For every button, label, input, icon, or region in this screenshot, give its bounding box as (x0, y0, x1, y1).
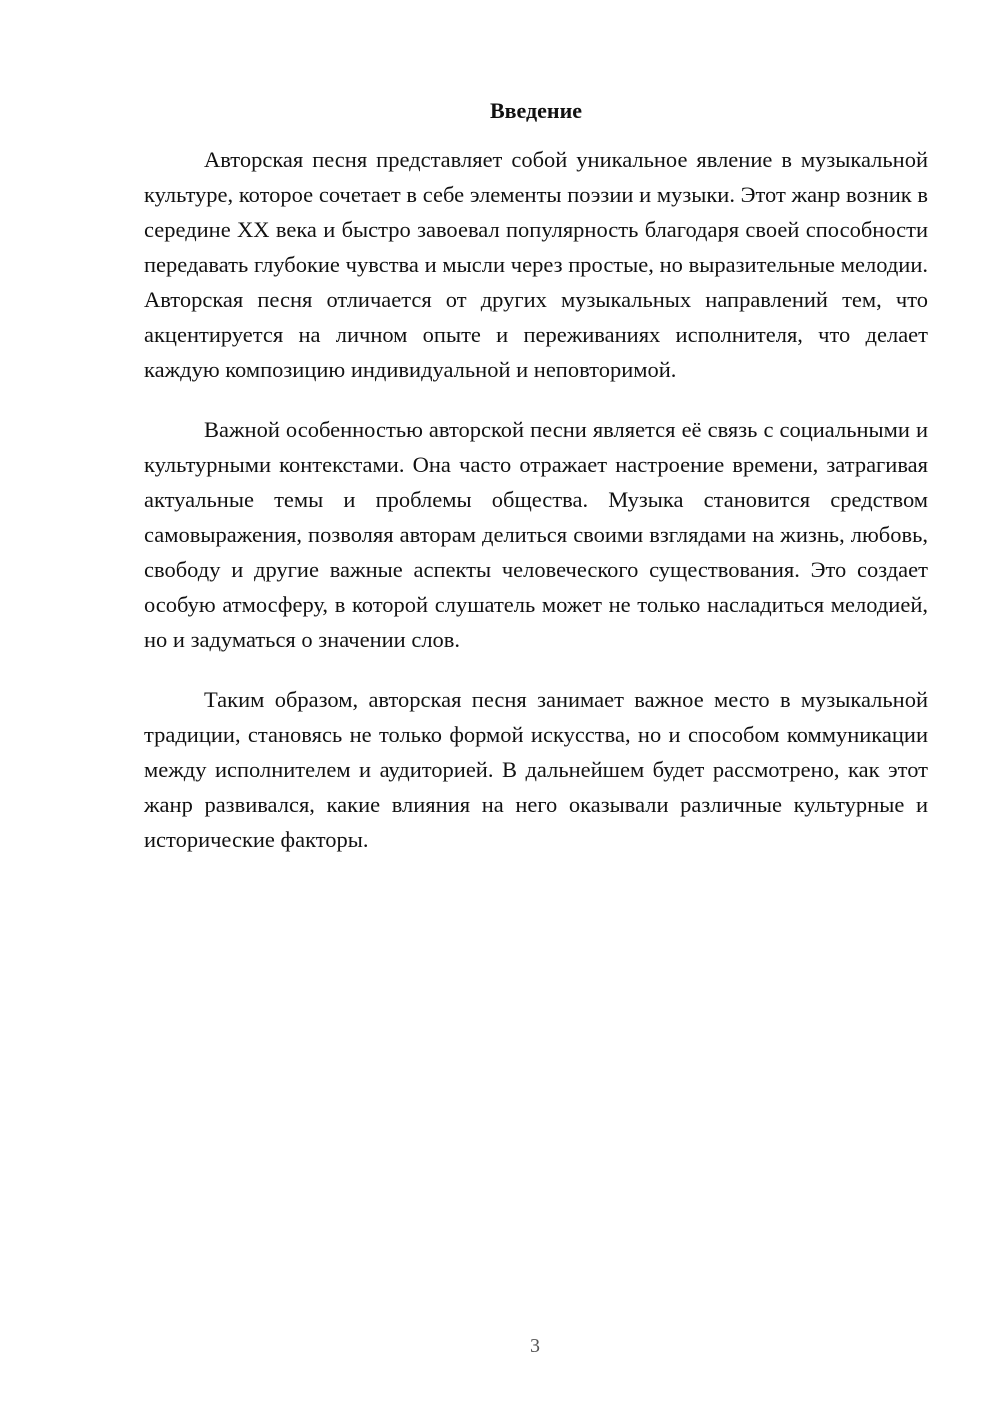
paragraph-1: Авторская песня представляет собой уникальное явление в музыкальной культуре, которое сочетает в себе элементы поэзии и музыки. Этот жанр возник в середине XX века и быстро завоевал популярность благодаря своей способности передавать глубокие чувства и мысли через простые, но выразительные мелодии. Авторская песня отличается от других музыкальных направлений тем, что акцентируется на личном опыте и переживаниях исполнителя, что делает каждую композицию индивидуальной и неповторимой. (144, 147, 928, 382)
page-number: 3 (530, 1335, 540, 1357)
section-heading: Введение (489, 98, 583, 123)
paragraph-2: Важной особенностью авторской песни является её связь с социальными и культурными контекстами. Она часто отражает настроение времени, затрагивая актуальные темы и проблемы общества. Музыка становится средством самовыражения, позволяя авторам делиться своими взглядами на жизнь, любовь, свободу и другие важные аспекты человеческого существования. Это создает особую атмосферу, в которой слушатель может не только насладиться мелодией, но и задуматься о значении слов. (144, 417, 928, 652)
body-text (144, 142, 928, 882)
paragraph-3: Таким образом, авторская песня занимает важное место в музыкальной традиции, становясь не только формой искусства, но и способом коммуникации между исполнителем и аудиторией. В дальнейшем будет рассмотрено, как этот жанр развивался, какие влияния на него оказывали различные культурные и исторические факторы. (144, 687, 928, 852)
